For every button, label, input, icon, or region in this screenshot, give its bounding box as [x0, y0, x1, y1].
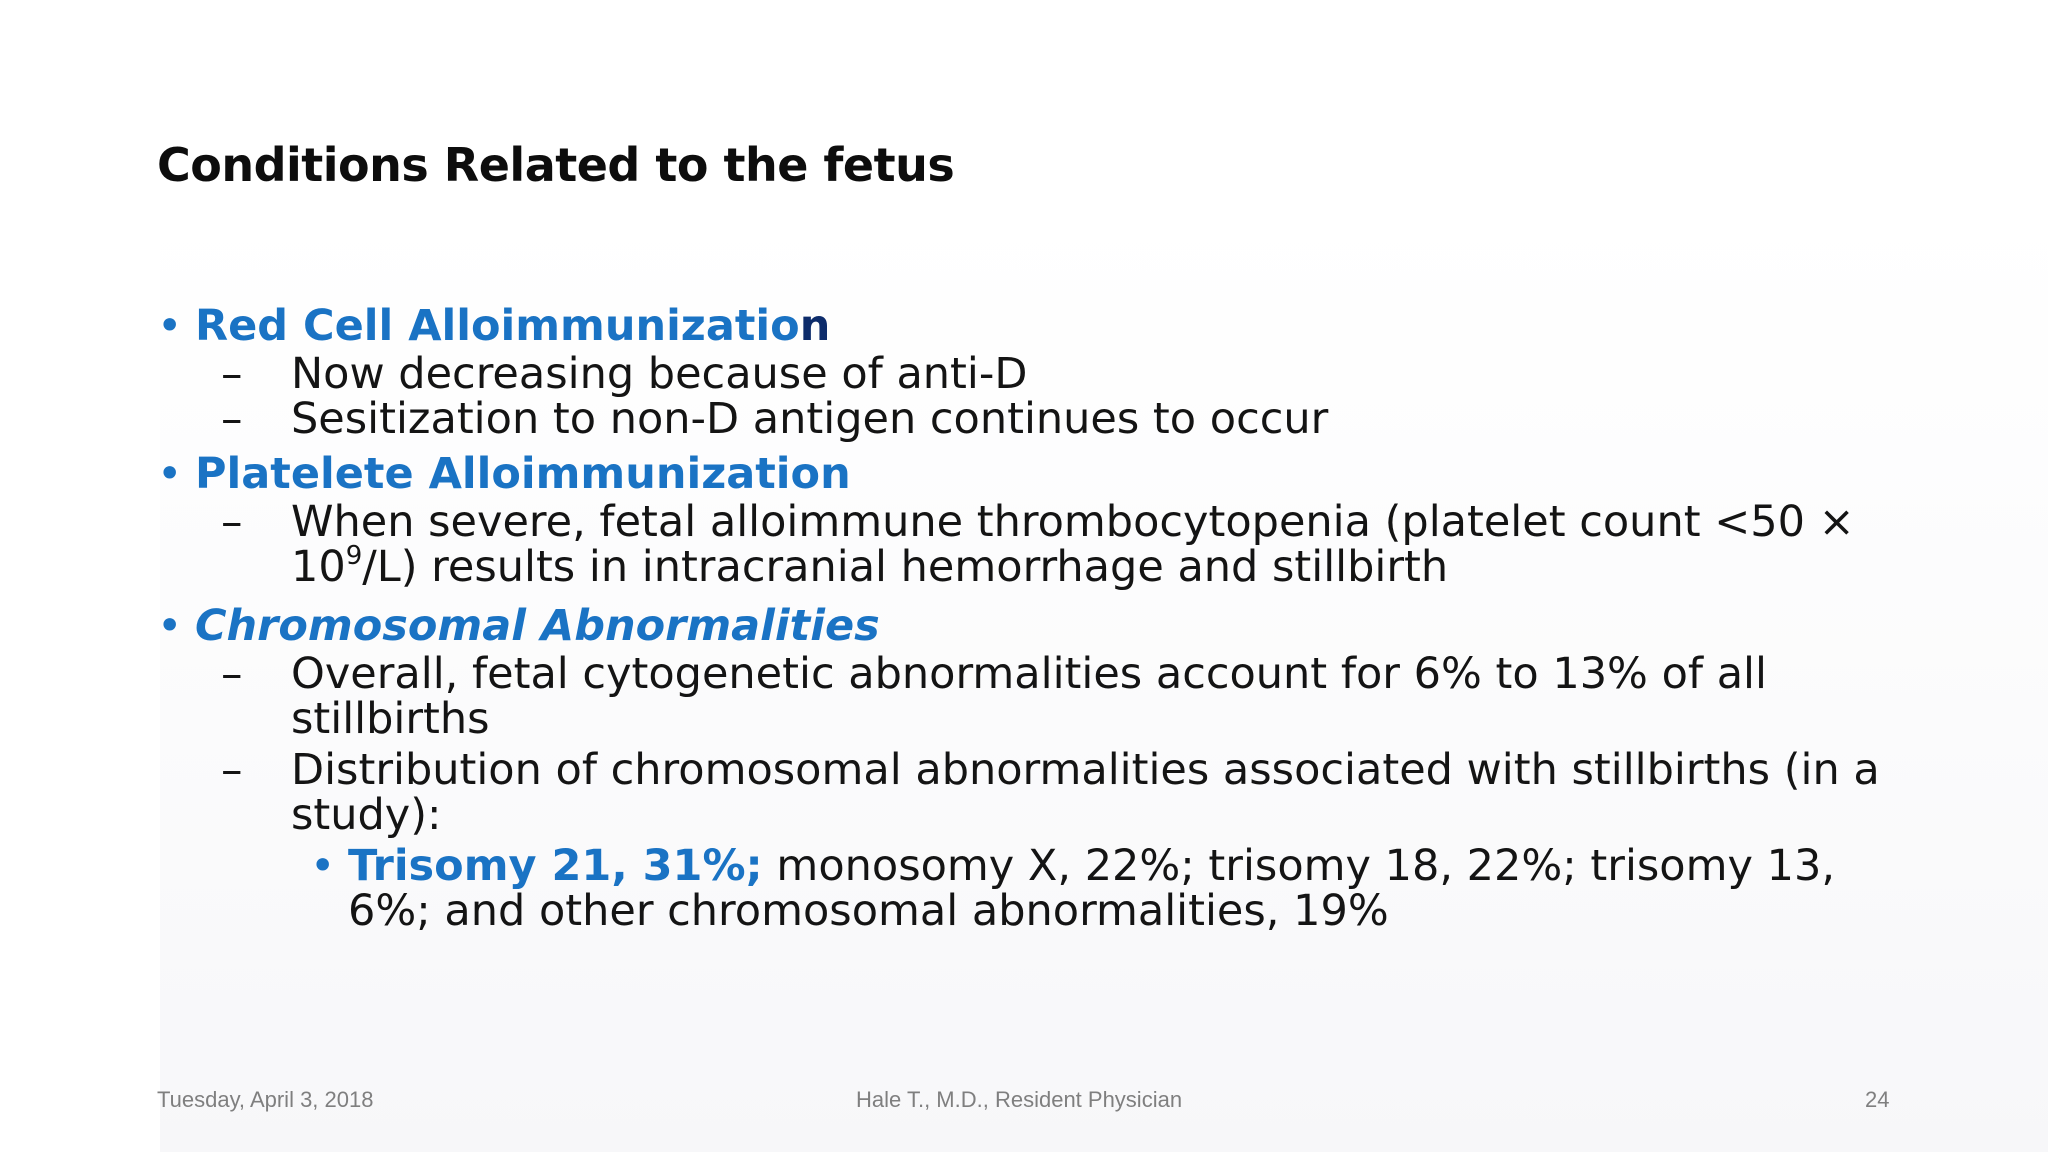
superscript: 9 — [345, 540, 363, 571]
list-item-text-cont: /L) results in intracranial hemorrhage and stillbirth — [362, 542, 1449, 592]
heading-text: Chromosomal Abnormalities — [195, 601, 880, 651]
heading-text: Red Cell Alloimmunizatio — [195, 301, 800, 351]
list-item-text: Sesitization to non-D antigen continues to occur — [291, 394, 1329, 444]
footer-author: Hale T., M.D., Resident Physician — [856, 1087, 1183, 1112]
bullet-icon: • — [310, 841, 336, 891]
list-item-text: Distribution of chromosomal abnormalities associated with stillbirths (in a study): — [291, 745, 1880, 840]
list-item — [155, 349, 1915, 399]
dash-icon: – — [221, 394, 243, 444]
heading-chromosomal-abnormalities — [155, 600, 1915, 652]
bullet-icon: • — [157, 301, 183, 351]
list-item — [155, 649, 1915, 744]
bullet-icon: • — [157, 449, 183, 499]
dash-icon: – — [221, 745, 243, 795]
heading-platelet-alloimmunization — [155, 448, 1915, 500]
list-item-text: When severe, fetal alloimmune thrombocytopenia (platelet count <50 × 10 — [291, 497, 1855, 592]
dash-icon: – — [221, 349, 243, 399]
heading-text-tail: n — [799, 301, 831, 351]
sub-list-item-text: monosomy X, 22%; trisomy 18, 22%; trisomy 13, 6%; and other chromosomal abnormalities, 19% — [348, 841, 1835, 936]
footer-page-number: 24 — [1865, 1087, 1890, 1112]
list-item-text: Now decreasing because of anti-D — [291, 349, 1028, 399]
list-item — [155, 497, 1915, 592]
dash-icon: – — [221, 649, 243, 699]
footer-date: Tuesday, April 3, 2018 — [157, 1087, 374, 1112]
list-item — [155, 745, 1915, 840]
sub-list-item — [155, 841, 1915, 936]
dash-icon: – — [221, 497, 243, 547]
slide-content — [155, 300, 1915, 934]
list-item-text: Overall, fetal cytogenetic abnormalities account for 6% to 13% of all stillbirths — [291, 649, 1767, 744]
list-item — [155, 394, 1915, 444]
slide-title: Conditions Related to the fetus — [157, 138, 955, 192]
bullet-icon: • — [157, 601, 183, 651]
highlight-text: Trisomy 21, 31%; — [348, 841, 763, 891]
heading-text: Platelete Alloimmunization — [195, 449, 851, 499]
heading-red-cell-alloimmunization — [155, 300, 1915, 352]
